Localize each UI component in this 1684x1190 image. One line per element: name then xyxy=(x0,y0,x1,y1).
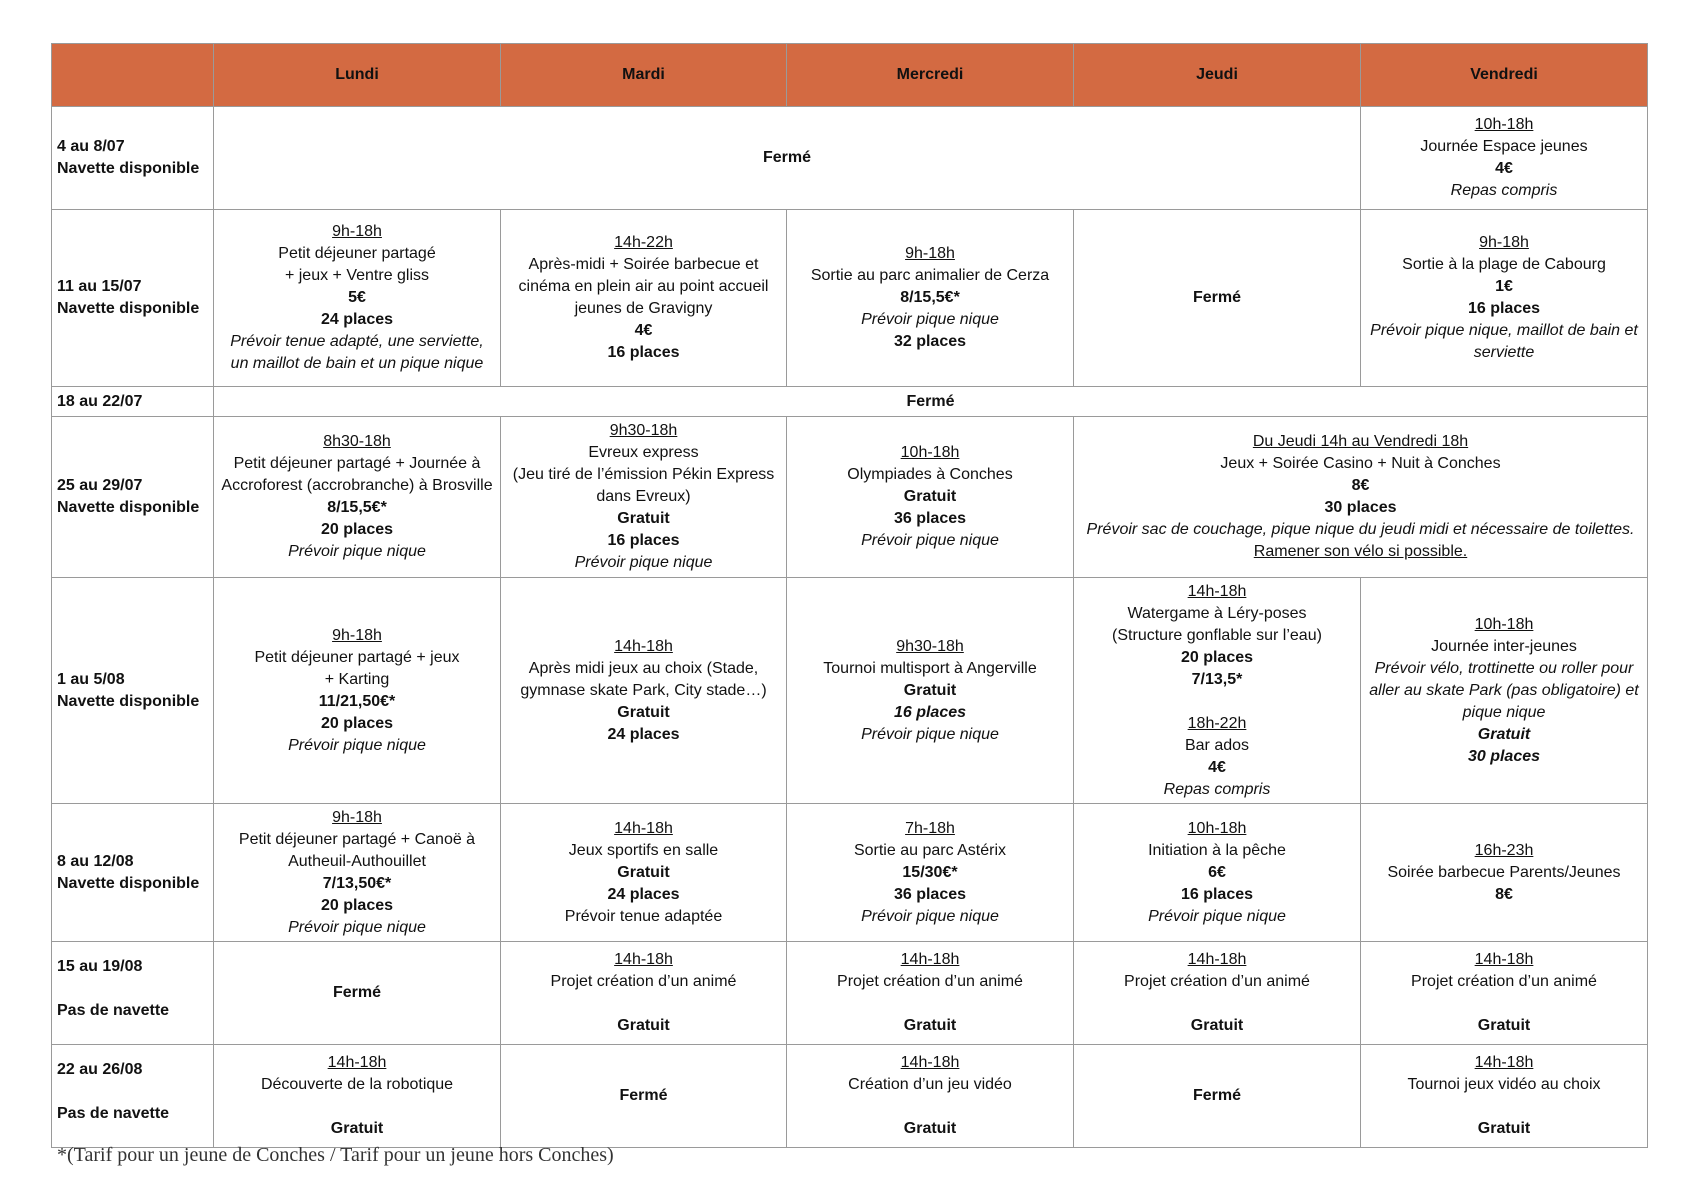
activity-price: Gratuit xyxy=(1477,725,1531,743)
activity-price: Gratuit xyxy=(903,488,957,505)
closed-cell: Fermé xyxy=(1074,1045,1361,1148)
week-row-6 xyxy=(52,804,1648,942)
activity-price: Gratuit xyxy=(617,863,670,881)
activity-title: Evreux express (Jeu tiré de l’émission Pékin Express dans Evreux) xyxy=(512,444,775,505)
spacer xyxy=(1080,691,1354,713)
shuttle-info: Pas de navette xyxy=(57,1002,170,1019)
activity-cell-wednesday xyxy=(787,417,1074,578)
activity-cell-wednesday xyxy=(787,942,1074,1045)
header-day-jeudi: Jeudi xyxy=(1074,44,1361,107)
activity-note: Prévoir pique nique xyxy=(861,532,999,549)
spacer xyxy=(1080,993,1354,1015)
activity-title: Projet création d’un animé xyxy=(550,973,737,990)
activity-note: Repas compris xyxy=(1450,182,1558,199)
shuttle-info: Navette disponible xyxy=(57,692,200,710)
week-label-cell xyxy=(52,210,214,387)
activity-places: 36 places xyxy=(893,510,967,527)
activity-price: Gratuit xyxy=(617,1017,670,1034)
activity-note: Prévoir tenue adapté, une serviette, un maillot de bain et un pique nique xyxy=(230,333,484,372)
activity-time: 14h-18h xyxy=(1187,951,1247,968)
activity-title: Création d’un jeu vidéo xyxy=(848,1076,1012,1093)
closed-cell: Fermé xyxy=(1074,210,1361,387)
activity-title: Tournoi multisport à Angerville xyxy=(823,659,1037,677)
activity-places: 16 places xyxy=(893,703,967,721)
week-row-1 xyxy=(52,107,1648,210)
activity-time: 10h-18h xyxy=(1187,819,1247,837)
spacer xyxy=(1367,993,1641,1015)
activity-title: Tournoi jeux vidéo au choix xyxy=(1407,1076,1601,1093)
activity-note: Prévoir pique nique xyxy=(288,543,426,560)
activity-time: 14h-18h xyxy=(900,951,960,968)
week-label-cell xyxy=(52,1045,214,1148)
activity-title: Petit déjeuner partagé + Journée à Accroforest (accrobranche) à Brosville xyxy=(221,455,493,494)
activity-note: Prévoir pique nique xyxy=(861,907,999,925)
week-dates: 4 au 8/07 xyxy=(57,138,125,155)
activity-cell-monday xyxy=(214,210,501,387)
closed-cell: Fermé xyxy=(214,107,1361,210)
week-label-cell xyxy=(52,107,214,210)
week-dates: 1 au 5/08 xyxy=(57,670,125,688)
activity-cell-thursday xyxy=(1074,578,1361,804)
activity-price: 8€ xyxy=(1495,885,1513,903)
activity-price: 8/15,5€* xyxy=(327,499,387,516)
week-label-cell xyxy=(52,942,214,1045)
activity-cell-wednesday xyxy=(787,210,1074,387)
activity-time: 14h-18h xyxy=(1474,1054,1534,1071)
activity-places: 24 places xyxy=(607,885,680,903)
activity-time: Du Jeudi 14h au Vendredi 18h xyxy=(1252,433,1469,450)
shuttle-info: Navette disponible xyxy=(57,160,200,177)
activity-cell-thursday-friday xyxy=(1074,417,1648,578)
activity-places: 36 places xyxy=(893,885,967,903)
activity-cell-tuesday xyxy=(501,942,787,1045)
activity-time: 16h-23h xyxy=(1474,841,1534,859)
activity-note: Prévoir pique nique xyxy=(288,736,426,754)
activity-price: 1€ xyxy=(1495,278,1513,295)
activity-price: Gratuit xyxy=(617,703,670,721)
spacer xyxy=(1367,1096,1641,1118)
activity-cell-wednesday xyxy=(787,1045,1074,1148)
activity-title: Projet création d’un animé xyxy=(1411,973,1597,990)
activity-cell-wednesday xyxy=(787,578,1074,804)
activity-note: Prévoir pique nique xyxy=(1148,907,1286,925)
activity-cell-monday xyxy=(214,578,501,804)
activity-title: Sortie à la plage de Cabourg xyxy=(1402,256,1606,273)
activity-time-second: 18h-22h xyxy=(1187,714,1247,732)
header-day-mardi: Mardi xyxy=(501,44,787,107)
activity-places: 16 places xyxy=(607,344,680,361)
activity-places: 20 places xyxy=(320,896,394,914)
activity-title: Projet création d’un animé xyxy=(837,973,1023,990)
week-row-7 xyxy=(52,942,1648,1045)
activity-note: Prévoir pique nique xyxy=(861,725,999,743)
activity-cell-wednesday xyxy=(787,804,1074,942)
activity-places: 20 places xyxy=(320,714,394,732)
activity-title: Jeux + Soirée Casino + Nuit à Conches xyxy=(1220,455,1501,472)
activity-places: 30 places xyxy=(1324,499,1397,516)
activity-note: Prévoir vélo, trottinette ou roller pour aller au skate Park (pas obligatoire) et pique nique xyxy=(1369,659,1639,721)
closed-cell: Fermé xyxy=(501,1045,787,1148)
activity-price: 4€ xyxy=(634,322,653,339)
activity-title: Journée inter-jeunes xyxy=(1431,637,1577,655)
activity-note: Prévoir pique nique xyxy=(288,918,426,936)
activity-time: 10h-18h xyxy=(1474,116,1534,133)
activity-time: 14h-18h xyxy=(900,1054,960,1071)
activity-price: 8/15,5€* xyxy=(900,289,960,306)
activity-cell-friday xyxy=(1361,942,1648,1045)
activity-title: Après-midi + Soirée barbecue et cinéma en plein air au point accueil jeunes de Gravigny xyxy=(518,256,769,317)
header-row xyxy=(52,44,1648,107)
activity-note-underlined: Ramener son vélo si possible. xyxy=(1253,543,1468,560)
activity-title: Olympiades à Conches xyxy=(847,466,1013,483)
activity-time: 14h-18h xyxy=(327,1054,387,1071)
activity-places: 16 places xyxy=(607,532,680,549)
activity-cell-tuesday xyxy=(501,804,787,942)
activity-title: Soirée barbecue Parents/Jeunes xyxy=(1387,863,1621,881)
activity-time: 14h-18h xyxy=(614,819,673,837)
activity-time: 10h-18h xyxy=(900,444,960,461)
activity-price: 7/13,5* xyxy=(1191,670,1243,688)
activity-price: Gratuit xyxy=(903,681,957,699)
week-row-8 xyxy=(52,1045,1648,1148)
activity-places: 24 places xyxy=(607,725,680,743)
activity-cell-tuesday xyxy=(501,417,787,578)
activity-places: 20 places xyxy=(320,521,394,538)
activity-places: 16 places xyxy=(1467,300,1541,317)
activity-cell-friday xyxy=(1361,1045,1648,1148)
shuttle-info: Navette disponible xyxy=(57,874,200,892)
shuttle-info: Pas de navette xyxy=(57,1105,170,1122)
activity-title: Petit déjeuner partagé + jeux + Karting xyxy=(254,648,460,688)
activity-cell-tuesday xyxy=(501,210,787,387)
header-corner xyxy=(52,44,214,107)
activity-title: Petit déjeuner partagé + jeux + Ventre gliss xyxy=(278,245,436,284)
activity-price: Gratuit xyxy=(1477,1120,1531,1137)
week-dates: 25 au 29/07 xyxy=(57,477,143,494)
activity-price: Gratuit xyxy=(903,1120,957,1137)
activity-price: 15/30€* xyxy=(902,863,958,881)
activity-title-second: Bar ados xyxy=(1184,736,1250,754)
activity-price: Gratuit xyxy=(1477,1017,1531,1034)
activity-time: 8h30-18h xyxy=(323,433,391,450)
activity-title: Journée Espace jeunes xyxy=(1420,138,1588,155)
activity-title: Initiation à la pêche xyxy=(1148,841,1286,859)
activity-time: 9h-18h xyxy=(1479,234,1529,251)
week-dates: 8 au 12/08 xyxy=(57,852,134,870)
shuttle-info: Navette disponible xyxy=(57,300,200,317)
week-row-2 xyxy=(52,210,1648,387)
week-row-3 xyxy=(52,387,1648,417)
activity-price: Gratuit xyxy=(903,1017,957,1034)
activity-cell-friday xyxy=(1361,804,1648,942)
activity-time: 9h-18h xyxy=(332,808,382,826)
activity-time: 9h30-18h xyxy=(609,422,678,439)
activity-time: 14h-22h xyxy=(614,234,673,251)
activity-note: Prévoir pique nique xyxy=(861,311,999,328)
activity-time: 9h30-18h xyxy=(896,637,964,655)
activity-places: 32 places xyxy=(893,333,967,350)
spacer xyxy=(220,1096,494,1118)
activity-time: 9h-18h xyxy=(905,245,955,262)
activity-places: 30 places xyxy=(1467,747,1541,765)
week-row-5 xyxy=(52,578,1648,804)
activity-title: Petit déjeuner partagé + Canoë à Autheuil-Authouillet xyxy=(238,830,476,870)
week-dates: 15 au 19/08 xyxy=(57,958,143,975)
activity-price-second: 4€ xyxy=(1208,758,1226,776)
activity-note: Prévoir pique nique xyxy=(574,554,713,571)
week-label-cell xyxy=(52,417,214,578)
activity-time: 10h-18h xyxy=(1474,615,1534,633)
closed-cell: Fermé xyxy=(214,942,501,1045)
activity-places: 16 places xyxy=(1180,885,1254,903)
activity-cell-friday xyxy=(1361,210,1648,387)
activity-cell-friday xyxy=(1361,107,1648,210)
activity-price: Gratuit xyxy=(330,1120,384,1137)
activity-price: 7/13,50€* xyxy=(322,874,392,892)
activity-time: 7h-18h xyxy=(905,819,955,837)
activity-places: 20 places xyxy=(1180,648,1254,666)
activity-price: 11/21,50€* xyxy=(318,692,396,710)
activity-time: 14h-18h xyxy=(1187,582,1247,600)
activity-cell-thursday xyxy=(1074,942,1361,1045)
activity-cell-tuesday xyxy=(501,578,787,804)
activity-price: 5€ xyxy=(348,289,366,306)
activity-price: 8€ xyxy=(1351,477,1370,494)
spacer xyxy=(507,993,780,1015)
week-row-4 xyxy=(52,417,1648,578)
activity-price: 4€ xyxy=(1495,160,1513,177)
spacer xyxy=(793,993,1067,1015)
activity-cell-thursday xyxy=(1074,804,1361,942)
header-day-vendredi: Vendredi xyxy=(1361,44,1648,107)
activity-time: 14h-18h xyxy=(614,637,673,655)
activity-cell-monday xyxy=(214,804,501,942)
activity-note: Prévoir tenue adaptée xyxy=(564,907,723,925)
activity-note-second: Repas compris xyxy=(1163,780,1271,798)
activity-title: Watergame à Léry-poses (Structure gonflable sur l’eau) xyxy=(1112,604,1322,644)
pricing-footnote: *(Tarif pour un jeune de Conches / Tarif pour un jeune hors Conches) xyxy=(57,1144,614,1166)
shuttle-info: Navette disponible xyxy=(57,499,200,516)
activity-schedule-table xyxy=(51,43,1648,1148)
activity-note: Prévoir pique nique, maillot de bain et serviette xyxy=(1370,322,1638,361)
week-dates: 22 au 26/08 xyxy=(57,1061,143,1078)
activity-title: Sortie au parc animalier de Cerza xyxy=(810,267,1050,284)
activity-cell-friday xyxy=(1361,578,1648,804)
week-label-cell xyxy=(52,804,214,942)
week-dates: 11 au 15/07 xyxy=(57,278,142,295)
activity-price: 6€ xyxy=(1208,863,1226,881)
activity-title: Projet création d’un animé xyxy=(1124,973,1310,990)
activity-title: Jeux sportifs en salle xyxy=(568,841,719,859)
activity-price: Gratuit xyxy=(1190,1017,1244,1034)
spacer xyxy=(793,1096,1067,1118)
activity-title: Sortie au parc Astérix xyxy=(853,841,1007,859)
activity-price: Gratuit xyxy=(617,510,670,527)
activity-note: Prévoir sac de couchage, pique nique du jeudi midi et nécessaire de toilettes. xyxy=(1086,521,1635,538)
week-label-cell xyxy=(52,387,214,417)
closed-cell: Fermé xyxy=(214,387,1648,417)
activity-cell-monday xyxy=(214,1045,501,1148)
week-dates: 18 au 22/07 xyxy=(57,392,143,410)
header-day-lundi: Lundi xyxy=(214,44,501,107)
activity-title: Après midi jeux au choix (Stade, gymnase skate Park, City stade…) xyxy=(520,659,767,699)
activity-time: 9h-18h xyxy=(332,223,382,240)
activity-time: 14h-18h xyxy=(1474,951,1534,968)
activity-time: 14h-18h xyxy=(614,951,673,968)
activity-time: 9h-18h xyxy=(332,626,382,644)
week-label-cell xyxy=(52,578,214,804)
header-day-mercredi: Mercredi xyxy=(787,44,1074,107)
activity-places: 24 places xyxy=(320,311,394,328)
activity-cell-monday xyxy=(214,417,501,578)
activity-title: Découverte de la robotique xyxy=(260,1076,454,1093)
